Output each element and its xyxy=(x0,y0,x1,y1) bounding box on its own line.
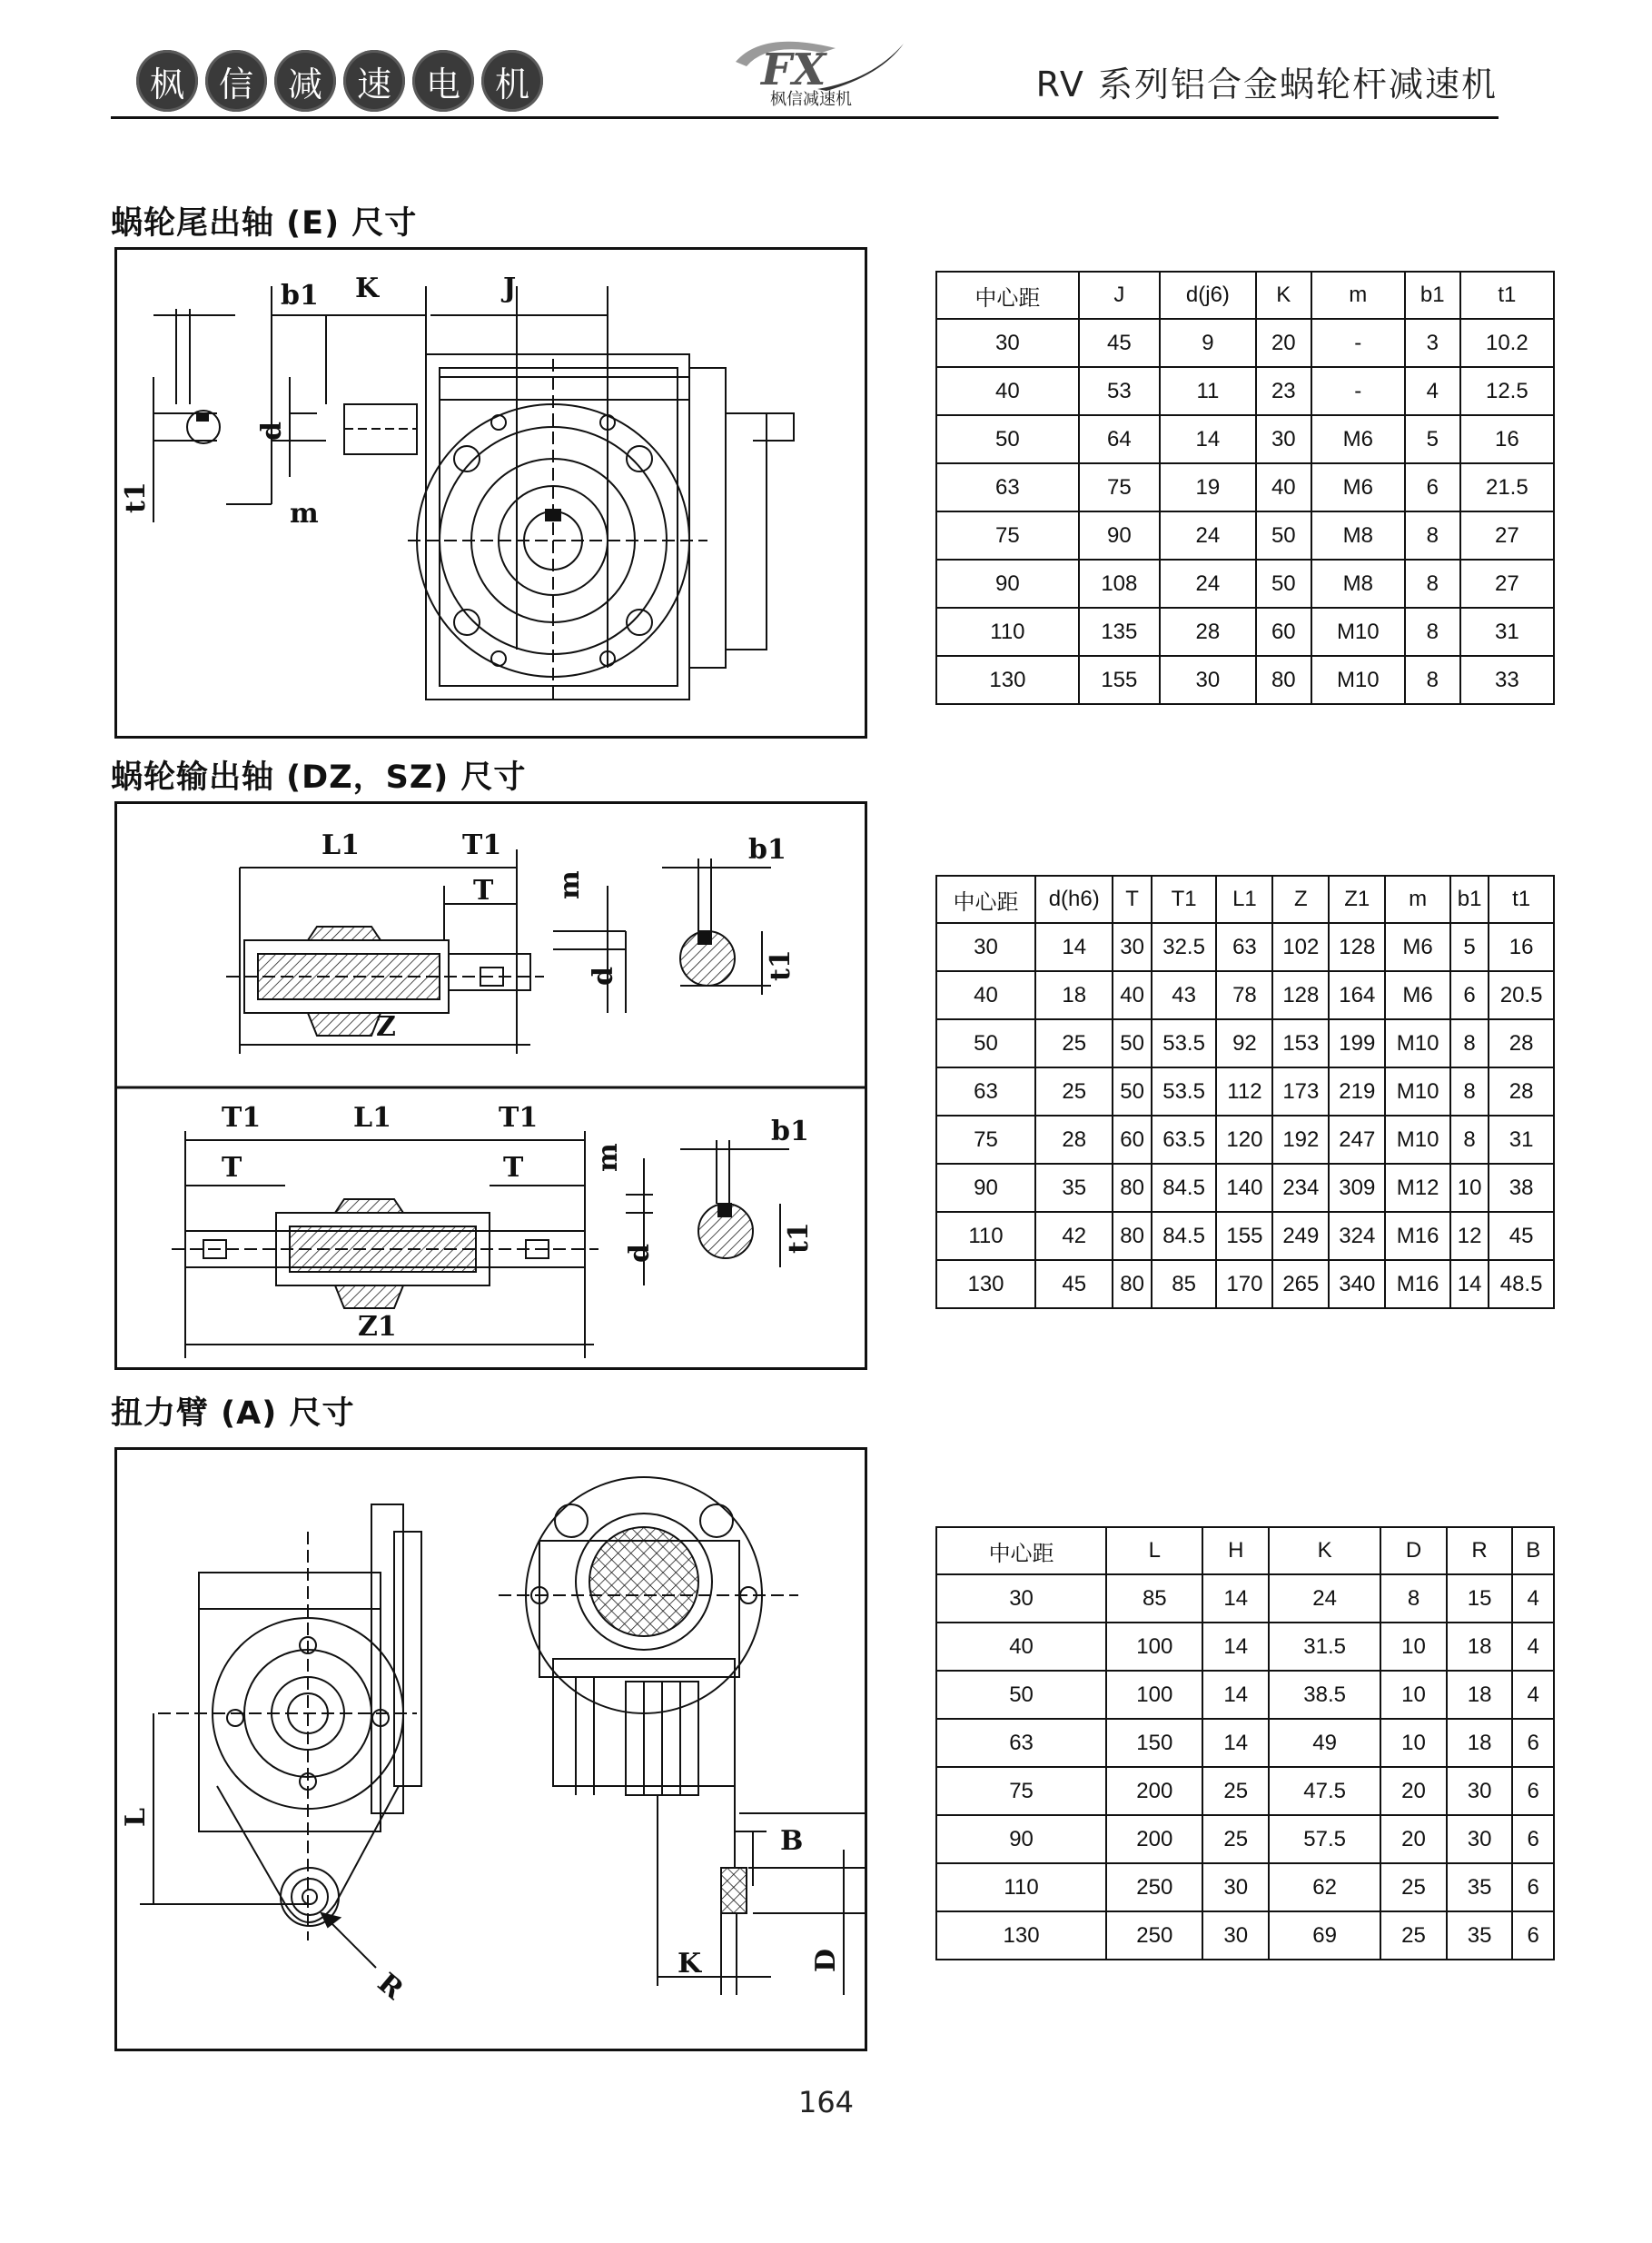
table-cell: 199 xyxy=(1329,1019,1385,1067)
table-row xyxy=(936,608,1554,656)
table-cell: 48.5 xyxy=(1489,1260,1554,1308)
brand-char: 电 xyxy=(412,50,474,112)
table-cell: 100 xyxy=(1106,1623,1202,1671)
table-cell: 80 xyxy=(1256,656,1311,704)
table-cell: M10 xyxy=(1385,1067,1450,1116)
gearbox-e-drawing xyxy=(117,250,865,736)
table-cell: 155 xyxy=(1079,656,1160,704)
table-cell: 30 xyxy=(1256,415,1311,463)
header-cell: m xyxy=(1311,272,1405,319)
table-cell: 63 xyxy=(936,1067,1035,1116)
table-cell: 25 xyxy=(1035,1019,1113,1067)
table-cell: M10 xyxy=(1385,1019,1450,1067)
table-cell: 173 xyxy=(1272,1067,1329,1116)
table-cell: 6 xyxy=(1450,971,1489,1019)
table-row xyxy=(936,656,1554,704)
dimension-table-e xyxy=(935,271,1555,705)
table-cell: 130 xyxy=(936,1911,1106,1960)
table-cell: 14 xyxy=(1450,1260,1489,1308)
table-cell: 85 xyxy=(1106,1574,1202,1623)
table-cell: 14 xyxy=(1202,1719,1269,1767)
table-row xyxy=(936,1164,1554,1212)
table-cell: 50 xyxy=(936,1671,1106,1719)
table-cell: M16 xyxy=(1385,1212,1450,1260)
label-d: d xyxy=(588,967,619,986)
table-cell: 18 xyxy=(1447,1671,1513,1719)
table-cell: 5 xyxy=(1450,923,1489,971)
table-cell: 8 xyxy=(1450,1067,1489,1116)
table-cell: 57.5 xyxy=(1269,1815,1380,1863)
table-cell: 192 xyxy=(1272,1116,1329,1164)
table-row xyxy=(936,1260,1554,1308)
table-cell: 4 xyxy=(1512,1623,1554,1671)
torque-arm-drawing xyxy=(117,1450,865,2049)
series-title: RV 系列铝合金蜗轮杆减速机 xyxy=(1035,65,1498,104)
table-cell: 14 xyxy=(1035,923,1113,971)
table-cell: 24 xyxy=(1160,560,1256,608)
label-z1: Z1 xyxy=(358,1311,397,1343)
table-row xyxy=(936,511,1554,560)
table-header-row xyxy=(936,876,1554,923)
header-cell: B xyxy=(1512,1527,1554,1574)
table-cell: 12.5 xyxy=(1460,367,1554,415)
drawing-e xyxy=(114,247,867,739)
svg-text:FX: FX xyxy=(761,45,826,95)
table-cell: 250 xyxy=(1106,1911,1202,1960)
table-cell: 16 xyxy=(1460,415,1554,463)
label-d: d xyxy=(624,1244,656,1263)
table-cell: 30 xyxy=(1447,1815,1513,1863)
table-cell: 27 xyxy=(1460,511,1554,560)
table-header-row xyxy=(936,1527,1554,1574)
table-cell: 20.5 xyxy=(1489,971,1554,1019)
label-r: R xyxy=(371,1967,410,2007)
table-cell: 31 xyxy=(1489,1116,1554,1164)
table-row xyxy=(936,1815,1554,1863)
header-cell: 中心距 xyxy=(936,876,1035,923)
table-cell: - xyxy=(1311,367,1405,415)
dimension-table-dz xyxy=(935,875,1555,1309)
table-cell: 63 xyxy=(936,463,1079,511)
table-cell: M6 xyxy=(1311,463,1405,511)
table-cell: 14 xyxy=(1202,1574,1269,1623)
table-cell: 69 xyxy=(1269,1911,1380,1960)
table-cell: 60 xyxy=(1256,608,1311,656)
table-cell: 30 xyxy=(1202,1863,1269,1911)
section-title-a: 扭力臂 (A) 尺寸 xyxy=(111,1395,355,1432)
table-cell: 80 xyxy=(1113,1164,1151,1212)
table-cell: 38 xyxy=(1489,1164,1554,1212)
table-cell: M10 xyxy=(1311,608,1405,656)
label-t-left: T xyxy=(222,1152,242,1184)
brand-char: 机 xyxy=(481,50,543,112)
table-cell: 45 xyxy=(1035,1260,1113,1308)
table-cell: 53.5 xyxy=(1152,1019,1217,1067)
table-cell: 164 xyxy=(1329,971,1385,1019)
header-cell: 中心距 xyxy=(936,1527,1106,1574)
table-cell: 31 xyxy=(1460,608,1554,656)
table-row xyxy=(936,1767,1554,1815)
table-cell: 108 xyxy=(1079,560,1160,608)
label-b1: b1 xyxy=(748,834,786,866)
table-cell: 130 xyxy=(936,1260,1035,1308)
table-cell: 45 xyxy=(1079,319,1160,367)
table-row xyxy=(936,1067,1554,1116)
table-cell: 10 xyxy=(1450,1164,1489,1212)
table-cell: 40 xyxy=(936,367,1079,415)
table-cell: 6 xyxy=(1405,463,1460,511)
table-cell: 10 xyxy=(1380,1671,1447,1719)
table-cell: 90 xyxy=(1079,511,1160,560)
header-cell: R xyxy=(1447,1527,1513,1574)
table-cell: 45 xyxy=(1489,1212,1554,1260)
table-cell: 11 xyxy=(1160,367,1256,415)
table-cell: 28 xyxy=(1160,608,1256,656)
brand-name-badges xyxy=(136,50,543,112)
table-cell: 12 xyxy=(1450,1212,1489,1260)
table-cell: - xyxy=(1311,319,1405,367)
header-cell: T xyxy=(1113,876,1151,923)
label-l: L xyxy=(120,1807,152,1827)
table-cell: 21.5 xyxy=(1460,463,1554,511)
table-cell: 50 xyxy=(1256,511,1311,560)
table-row xyxy=(936,1116,1554,1164)
table-cell: 23 xyxy=(1256,367,1311,415)
table-cell: 35 xyxy=(1447,1911,1513,1960)
brand-char: 速 xyxy=(343,50,405,112)
table-cell: 25 xyxy=(1202,1815,1269,1863)
label-l1: L1 xyxy=(353,1102,391,1134)
table-cell: 140 xyxy=(1216,1164,1272,1212)
table-cell: 130 xyxy=(936,656,1079,704)
table-cell: 9 xyxy=(1160,319,1256,367)
table-cell: 90 xyxy=(936,1815,1106,1863)
table-cell: M6 xyxy=(1385,971,1450,1019)
table-cell: 30 xyxy=(936,319,1079,367)
table-cell: 75 xyxy=(1079,463,1160,511)
header-cell: L xyxy=(1106,1527,1202,1574)
table-cell: 219 xyxy=(1329,1067,1385,1116)
table-cell: 153 xyxy=(1272,1019,1329,1067)
table-cell: M10 xyxy=(1311,656,1405,704)
table-cell: 14 xyxy=(1202,1623,1269,1671)
table-cell: M6 xyxy=(1311,415,1405,463)
header-cell: D xyxy=(1380,1527,1447,1574)
table-cell: 102 xyxy=(1272,923,1329,971)
table-cell: 10 xyxy=(1380,1623,1447,1671)
header-cell: m xyxy=(1385,876,1450,923)
table-row xyxy=(936,560,1554,608)
table-cell: 265 xyxy=(1272,1260,1329,1308)
table-cell: 16 xyxy=(1489,923,1554,971)
table-cell: 84.5 xyxy=(1152,1164,1217,1212)
table-cell: 24 xyxy=(1269,1574,1380,1623)
table-row xyxy=(936,1019,1554,1067)
table-cell: 25 xyxy=(1380,1911,1447,1960)
label-t1: T1 xyxy=(462,829,502,861)
table-cell: 50 xyxy=(936,1019,1035,1067)
header-cell: K xyxy=(1269,1527,1380,1574)
dimension-table-a xyxy=(935,1526,1555,1960)
table-cell: 42 xyxy=(1035,1212,1113,1260)
header-cell: d(h6) xyxy=(1035,876,1113,923)
table-cell: 60 xyxy=(1113,1116,1151,1164)
header-cell: J xyxy=(1079,272,1160,319)
table-cell: 18 xyxy=(1035,971,1113,1019)
header-cell: b1 xyxy=(1450,876,1489,923)
header-cell: L1 xyxy=(1216,876,1272,923)
logo-caption: 枫信减速机 xyxy=(770,90,852,109)
label-j: J xyxy=(503,273,517,304)
table-cell: 25 xyxy=(1202,1767,1269,1815)
table-row xyxy=(936,923,1554,971)
section-title-dz: 蜗轮输出轴 (DZ，SZ) 尺寸 xyxy=(111,759,527,796)
table-row xyxy=(936,319,1554,367)
table-cell: 63 xyxy=(936,1719,1106,1767)
header-cell: b1 xyxy=(1405,272,1460,319)
table-row xyxy=(936,971,1554,1019)
table-cell: 128 xyxy=(1329,923,1385,971)
table-row xyxy=(936,463,1554,511)
table-cell: 324 xyxy=(1329,1212,1385,1260)
table-cell: 30 xyxy=(1160,656,1256,704)
table-cell: 14 xyxy=(1160,415,1256,463)
table-cell: 6 xyxy=(1512,1719,1554,1767)
label-m: m xyxy=(554,870,586,899)
table-cell: 84.5 xyxy=(1152,1212,1217,1260)
label-m: m xyxy=(592,1143,624,1172)
table-cell: 40 xyxy=(936,971,1035,1019)
table-cell: 38.5 xyxy=(1269,1671,1380,1719)
table-cell: 75 xyxy=(936,511,1079,560)
label-t1: t1 xyxy=(120,481,152,513)
table-cell: 8 xyxy=(1405,560,1460,608)
table-cell: 27 xyxy=(1460,560,1554,608)
table-cell: 8 xyxy=(1405,511,1460,560)
table-cell: 4 xyxy=(1512,1671,1554,1719)
table-cell: 50 xyxy=(1113,1019,1151,1067)
table-cell: 28 xyxy=(1489,1067,1554,1116)
label-b: B xyxy=(780,1825,804,1857)
header-cell: d(j6) xyxy=(1160,272,1256,319)
table-cell: 249 xyxy=(1272,1212,1329,1260)
label-d: D xyxy=(810,1948,842,1972)
table-cell: 170 xyxy=(1216,1260,1272,1308)
table-cell: 4 xyxy=(1512,1574,1554,1623)
table-cell: 20 xyxy=(1380,1767,1447,1815)
table-cell: 200 xyxy=(1106,1767,1202,1815)
drawing-a xyxy=(114,1447,867,2051)
table-cell: 110 xyxy=(936,608,1079,656)
table-cell: 30 xyxy=(936,1574,1106,1623)
table-row xyxy=(936,415,1554,463)
table-row xyxy=(936,1623,1554,1671)
table-cell: 49 xyxy=(1269,1719,1380,1767)
table-cell: 155 xyxy=(1216,1212,1272,1260)
table-cell: 6 xyxy=(1512,1863,1554,1911)
table-cell: 62 xyxy=(1269,1863,1380,1911)
table-cell: 28 xyxy=(1035,1116,1113,1164)
table-row xyxy=(936,1574,1554,1623)
label-t: T xyxy=(473,875,494,907)
table-cell: 78 xyxy=(1216,971,1272,1019)
brand-char: 枫 xyxy=(136,50,198,112)
table-cell: 19 xyxy=(1160,463,1256,511)
header-cell: Z xyxy=(1272,876,1329,923)
table-cell: 6 xyxy=(1512,1815,1554,1863)
table-cell: 110 xyxy=(936,1863,1106,1911)
table-row xyxy=(936,1719,1554,1767)
label-t-right: T xyxy=(503,1152,524,1184)
table-cell: 112 xyxy=(1216,1067,1272,1116)
table-cell: 8 xyxy=(1450,1116,1489,1164)
page-number: 164 xyxy=(797,2085,855,2119)
table-cell: 53 xyxy=(1079,367,1160,415)
table-cell: 30 xyxy=(1447,1767,1513,1815)
table-cell: 250 xyxy=(1106,1863,1202,1911)
table-cell: 50 xyxy=(1113,1067,1151,1116)
table-cell: 135 xyxy=(1079,608,1160,656)
label-t1-side: t1 xyxy=(783,1222,815,1254)
table-cell: 32.5 xyxy=(1152,923,1217,971)
table-header-row xyxy=(936,272,1554,319)
label-t1-left: T1 xyxy=(222,1102,262,1134)
header-cell: T1 xyxy=(1152,876,1217,923)
table-cell: 40 xyxy=(1256,463,1311,511)
table-cell: 100 xyxy=(1106,1671,1202,1719)
label-t1-side: t1 xyxy=(765,949,796,981)
table-cell: 3 xyxy=(1405,319,1460,367)
table-cell: 43 xyxy=(1152,971,1217,1019)
header-cell: Z1 xyxy=(1329,876,1385,923)
table-cell: 80 xyxy=(1113,1212,1151,1260)
table-cell: 35 xyxy=(1035,1164,1113,1212)
table-cell: 90 xyxy=(936,1164,1035,1212)
table-cell: 340 xyxy=(1329,1260,1385,1308)
table-cell: M10 xyxy=(1385,1116,1450,1164)
table-cell: 50 xyxy=(936,415,1079,463)
table-cell: 120 xyxy=(1216,1116,1272,1164)
label-b1: b1 xyxy=(281,280,319,312)
table-cell: 4 xyxy=(1405,367,1460,415)
brand-char: 减 xyxy=(274,50,336,112)
table-cell: 50 xyxy=(1256,560,1311,608)
table-cell: 47.5 xyxy=(1269,1767,1380,1815)
header-cell: t1 xyxy=(1460,272,1554,319)
header-cell: H xyxy=(1202,1527,1269,1574)
table-cell: 8 xyxy=(1405,656,1460,704)
table-cell: 5 xyxy=(1405,415,1460,463)
table-cell: 31.5 xyxy=(1269,1623,1380,1671)
table-cell: 8 xyxy=(1405,608,1460,656)
table-cell: 33 xyxy=(1460,656,1554,704)
table-cell: M6 xyxy=(1385,923,1450,971)
table-cell: M12 xyxy=(1385,1164,1450,1212)
table-cell: 10.2 xyxy=(1460,319,1554,367)
label-l1: L1 xyxy=(321,829,360,861)
section-title-e: 蜗轮尾出轴 (E) 尺寸 xyxy=(111,205,418,242)
table-row xyxy=(936,1863,1554,1911)
table-cell: 30 xyxy=(1202,1911,1269,1960)
label-k: K xyxy=(355,273,380,304)
label-k: K xyxy=(678,1948,702,1980)
table-cell: 28 xyxy=(1489,1019,1554,1067)
table-cell: 64 xyxy=(1079,415,1160,463)
table-cell: 14 xyxy=(1202,1671,1269,1719)
header-cell: t1 xyxy=(1489,876,1554,923)
label-d: d xyxy=(256,422,288,441)
table-cell: M8 xyxy=(1311,511,1405,560)
table-cell: 247 xyxy=(1329,1116,1385,1164)
table-cell: M8 xyxy=(1311,560,1405,608)
table-cell: 128 xyxy=(1272,971,1329,1019)
table-cell: 75 xyxy=(936,1767,1106,1815)
table-cell: 40 xyxy=(936,1623,1106,1671)
table-cell: 80 xyxy=(1113,1260,1151,1308)
table-row xyxy=(936,367,1554,415)
table-cell: 25 xyxy=(1380,1863,1447,1911)
table-row xyxy=(936,1212,1554,1260)
header-divider xyxy=(111,116,1499,119)
table-cell: 200 xyxy=(1106,1815,1202,1863)
header-cell: K xyxy=(1256,272,1311,319)
label-b1: b1 xyxy=(771,1116,809,1147)
table-cell: 63 xyxy=(1216,923,1272,971)
table-cell: 8 xyxy=(1450,1019,1489,1067)
table-cell: 20 xyxy=(1256,319,1311,367)
table-cell: 90 xyxy=(936,560,1079,608)
table-cell: 309 xyxy=(1329,1164,1385,1212)
table-cell: M16 xyxy=(1385,1260,1450,1308)
table-cell: 40 xyxy=(1113,971,1151,1019)
table-cell: 18 xyxy=(1447,1623,1513,1671)
header-cell: 中心距 xyxy=(936,272,1079,319)
table-cell: 35 xyxy=(1447,1863,1513,1911)
table-row xyxy=(936,1911,1554,1960)
table-cell: 6 xyxy=(1512,1911,1554,1960)
shaft-dz-sz-drawing xyxy=(117,804,865,1367)
table-cell: 234 xyxy=(1272,1164,1329,1212)
table-cell: 63.5 xyxy=(1152,1116,1217,1164)
label-m: m xyxy=(290,498,319,530)
table-cell: 85 xyxy=(1152,1260,1217,1308)
table-cell: 8 xyxy=(1380,1574,1447,1623)
drawing-dz-sz xyxy=(114,801,867,1370)
table-cell: 10 xyxy=(1380,1719,1447,1767)
label-t1-right: T1 xyxy=(499,1102,539,1134)
table-cell: 15 xyxy=(1447,1574,1513,1623)
table-cell: 30 xyxy=(936,923,1035,971)
table-cell: 24 xyxy=(1160,511,1256,560)
table-cell: 110 xyxy=(936,1212,1035,1260)
table-cell: 18 xyxy=(1447,1719,1513,1767)
table-cell: 20 xyxy=(1380,1815,1447,1863)
table-row xyxy=(936,1671,1554,1719)
table-cell: 92 xyxy=(1216,1019,1272,1067)
table-cell: 6 xyxy=(1512,1767,1554,1815)
table-cell: 53.5 xyxy=(1152,1067,1217,1116)
brand-char: 信 xyxy=(205,50,267,112)
table-cell: 75 xyxy=(936,1116,1035,1164)
table-cell: 25 xyxy=(1035,1067,1113,1116)
label-z: Z xyxy=(376,1011,396,1043)
table-cell: 150 xyxy=(1106,1719,1202,1767)
table-cell: 30 xyxy=(1113,923,1151,971)
